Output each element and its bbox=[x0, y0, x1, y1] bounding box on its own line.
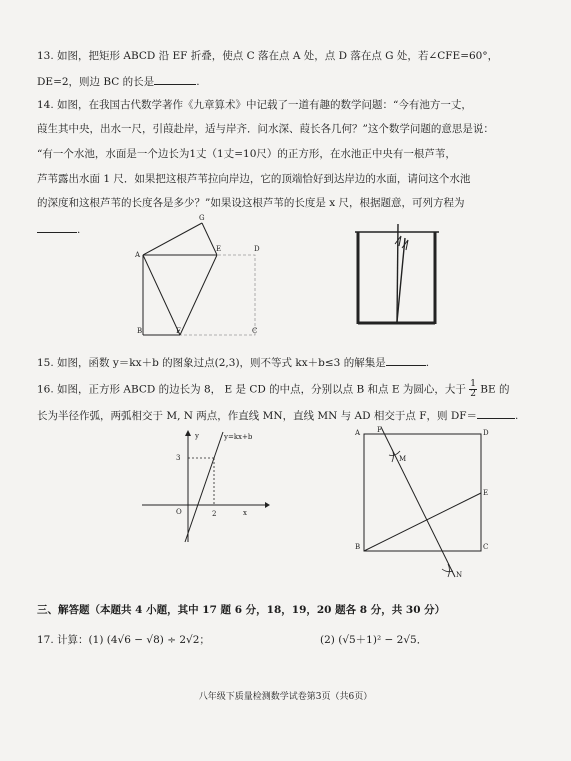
fig14-pond-diagram bbox=[355, 226, 445, 326]
q14-line2: 葭生其中央，出水一尺，引葭赴岸，适与岸齐．问水深、葭长各几何？”这个数学问题的意思是说： bbox=[37, 123, 494, 135]
q16-answer-blank[interactable] bbox=[477, 407, 515, 419]
q14-line5: 的深度和这根芦苇的长度各是多少？”如果设这根芦苇的长度是 x 尺，根据题意，可列方程为 bbox=[37, 197, 465, 209]
q13-line2: DE=2，则边 BC 的长是 . bbox=[37, 73, 200, 89]
fig13-side-af bbox=[143, 255, 180, 335]
q17-expression-1: (4√6 − √8) ÷ 2√2； bbox=[106, 634, 210, 646]
fig16-square-abcd bbox=[364, 434, 481, 551]
fig13-label-f: F bbox=[176, 327, 181, 335]
fig13-label-e: E bbox=[216, 245, 222, 253]
q16-line1: 16. 如图，正方形 ABCD 的边长为 8， E 是 CD 的中点，分别以点 B 和点 E 为圆心，大于 $\frac{1}{2}$ BE 的 bbox=[37, 379, 510, 399]
fig13-side-ge bbox=[202, 223, 217, 255]
q17-expression-2: (√5＋1)² − 2√5． bbox=[338, 634, 428, 646]
fig15-function-graph bbox=[140, 430, 270, 545]
fig16-label-n: N bbox=[456, 571, 463, 579]
fig13-label-c: C bbox=[252, 327, 258, 335]
fig13-fold-ef bbox=[180, 255, 217, 335]
fig13-label-b: B bbox=[137, 327, 143, 335]
q14-answer-blank[interactable] bbox=[37, 221, 77, 233]
fig15-function-line bbox=[185, 432, 223, 542]
fig16-label-a: A bbox=[355, 429, 361, 437]
q14-line6: . bbox=[37, 221, 80, 237]
fig13-label-a: A bbox=[135, 251, 141, 259]
fig13-label-d: D bbox=[254, 245, 260, 253]
fig15-label-y: y bbox=[195, 432, 199, 440]
fig15-x-arrow bbox=[265, 502, 270, 508]
q14-line1: 14. 如图，在我国古代数学著作《九章算术》中记载了一道有趣的数学问题：“今有池方一丈， bbox=[37, 99, 472, 111]
fig15-label-2: 2 bbox=[212, 510, 217, 518]
fig16-label-c: C bbox=[483, 543, 489, 551]
fig15-label-o: O bbox=[176, 508, 182, 516]
q15-line: 15. 如图，函数 y＝kx＋b 的图象过点(2,3)，则不等式 kx＋b≤3 的解集是 . bbox=[37, 354, 429, 370]
q16-line2: 长为半径作弧，两弧相交于 M, N 两点，作直线 MN，直线 MN 与 AD 相交于点 F，则 DF＝ . bbox=[37, 407, 518, 423]
fig15-label-3: 3 bbox=[176, 454, 181, 462]
q13-line1: 13. 如图，把矩形 ABCD 沿 EF 折叠，使点 C 落在点 A 处，点 D 落在点 G 处，若∠CFE=60°， bbox=[37, 50, 499, 62]
fig16-segment-be bbox=[364, 493, 481, 551]
q15-answer-blank[interactable] bbox=[386, 354, 426, 366]
fig16-square-diagram bbox=[355, 425, 490, 585]
fig16-label-f: F bbox=[377, 426, 382, 434]
page-footer: 八年级下质量检测数学试卷第3页（共6页） bbox=[198, 692, 373, 702]
q16-fraction: $\frac{1}{2}$ bbox=[470, 379, 476, 399]
fig16-label-b: B bbox=[355, 543, 361, 551]
q14-line4: 芦苇露出水面 1 尺．如果把这根芦苇拉向岸边，它的顶端恰好到达岸边的水面，请问这个水池 bbox=[37, 173, 471, 185]
q17-part2: (2) (√5＋1)² − 2√5． bbox=[320, 634, 428, 646]
fig15-label-func: y=kx+b bbox=[224, 433, 253, 441]
fig15-label-x: x bbox=[243, 509, 247, 517]
fig16-label-e: E bbox=[483, 489, 489, 497]
fig13-side-ag bbox=[143, 223, 202, 255]
section3-title: 三、解答题（本题共 4 小题，其中 17 题 6 分，18，19，20 题各 8 分，共 30 分） bbox=[37, 604, 446, 616]
fig15-y-arrow bbox=[185, 430, 191, 436]
fig13-label-g: G bbox=[199, 214, 205, 222]
fig16-label-d: D bbox=[483, 429, 489, 437]
fig16-label-m: M bbox=[399, 455, 407, 463]
fig13-fold-diagram bbox=[135, 215, 265, 335]
q13-answer-blank[interactable] bbox=[154, 73, 196, 85]
q14-line3: “有一个水池，水面是一个边长为1丈（1丈=10尺）的正方形，在水池正中央有一根芦苇， bbox=[37, 148, 456, 160]
q17-line: 17. 计算：(1) (4√6 − √8) ÷ 2√2； bbox=[37, 634, 210, 646]
